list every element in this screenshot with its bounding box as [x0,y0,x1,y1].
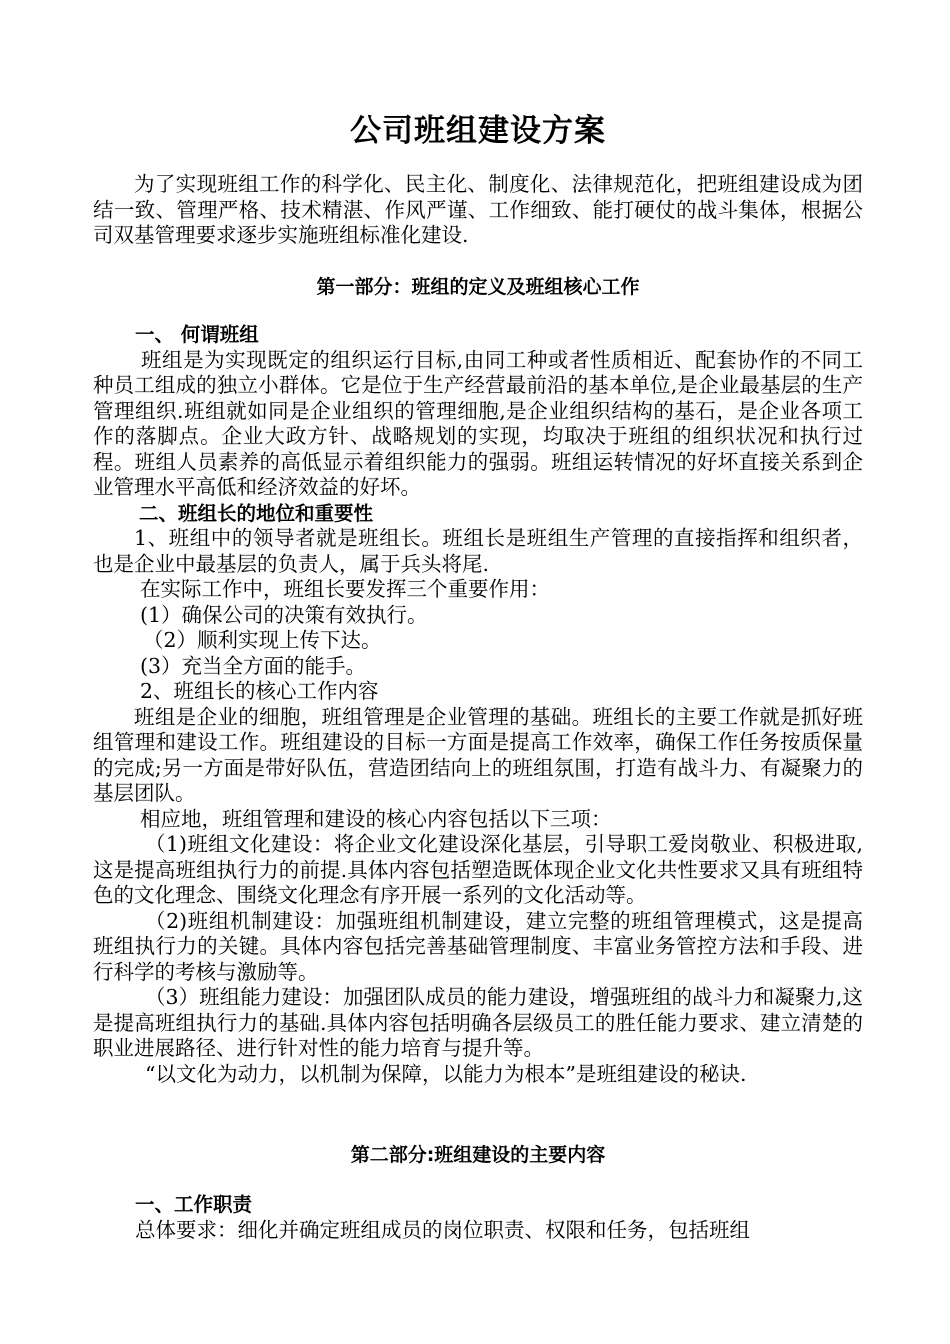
intro-paragraph: 为了实现班组工作的科学化、民主化、制度化、法律规范化，把班组建设成为团结一致、管理严格、技术精湛、作风严谨、工作细致、能打硬仗的战斗集体，根据公司双基管理要求逐步实施班组标准化建设. [93,172,863,247]
section2-paragraph-4: 班组是企业的细胞，班组管理是企业管理的基础。班组长的主要工作就是抓好班组管理和建设工作。班组建设的目标一方面是提高工作效率，确保工作任务按质保量的完成;另一方面是带好队伍，营造团结向上的班组氛围，打造有战斗力、有凝聚力的基层团队。 [93,704,863,805]
core-item-1: （1)班组文化建设：将企业文化建设深化基层，引导职工爱岗敬业、积极进取,这是提高班组执行力的前提.具体内容包括塑造既体现企业文化共性要求又具有班组特色的文化理念、围绕文化理念有序开展一系列的文化活动等。 [93,832,863,907]
core-item-3: （3）班组能力建设：加强团队成员的能力建设，增强班组的战斗力和凝聚力,这是提高班组执行力的基础.具体内容包括明确各层级员工的胜任能力要求、建立清楚的职业进展路径、进行针对性的能力培育与提升等。 [93,985,863,1060]
part1-body [93,322,863,1087]
section2-heading: 二、班组长的地位和重要性 [139,501,374,525]
section2-paragraph-5: 相应地，班组管理和建设的核心内容包括以下三项： [140,806,612,831]
section2-paragraph-2: 在实际工作中，班组长要发挥三个重要作用： [140,577,550,601]
part1-heading: 第一部分：班组的定义及班组核心工作 [316,276,640,298]
part2-heading: 第二部分:班组建设的主要内容 [350,1144,606,1166]
part2-section1-heading: 一、工作职责 [135,1193,253,1216]
document-title: 公司班组建设方案 [350,113,606,149]
part2-section1-paragraph: 总体要求：细化并确定班组成员的岗位职责、权限和任务，包括班组 [135,1217,750,1242]
role-item-1: (1）确保公司的决策有效执行。 [140,602,428,627]
section1-heading: 一、 何谓班组 [135,323,259,346]
core-item-2: （2)班组机制建设：加强班组机制建设，建立完整的班组管理模式，这是提高班组执行力的关键。具体内容包括完善基础管理制度、丰富业务管控方法和手段、进行科学的考核与激励等。 [93,908,863,984]
role-item-3: (3）充当全方面的能手。 [140,653,367,678]
section2-paragraph-3: 2、班组长的核心工作内容 [140,679,379,703]
role-item-2: （2）顺利实现上传下达。 [143,628,382,652]
section2-paragraph-1: 1、班组中的领导者就是班组长。班组长是班组生产管理的直接指挥和组织者，也是企业中最基层的负责人，属于兵头将尾. [93,526,863,576]
section1-paragraph: 班组是为实现既定的组织运行目标,由同工种或者性质相近、配套协作的不同工种员工组成的独立小群体。它是位于生产经营最前沿的基本单位,是企业最基层的生产管理组织.班组就如同是企业组织的管理细胞,是企业组织结构的基石，是企业各项工作的落脚点。企业大政方针、战略规划的实现，均取决于班组的组织状况和执行过程。班组人员素养的高低显示着组织能力的强弱。班组运转情况的好坏直接关系到企业管理水平高低和经济效益的好坏。 [93,347,863,499]
part2-body [93,1192,863,1243]
motto-line: “以文化为动力，以机制为保障，以能力为根本”是班组建设的秘诀. [145,1061,747,1086]
